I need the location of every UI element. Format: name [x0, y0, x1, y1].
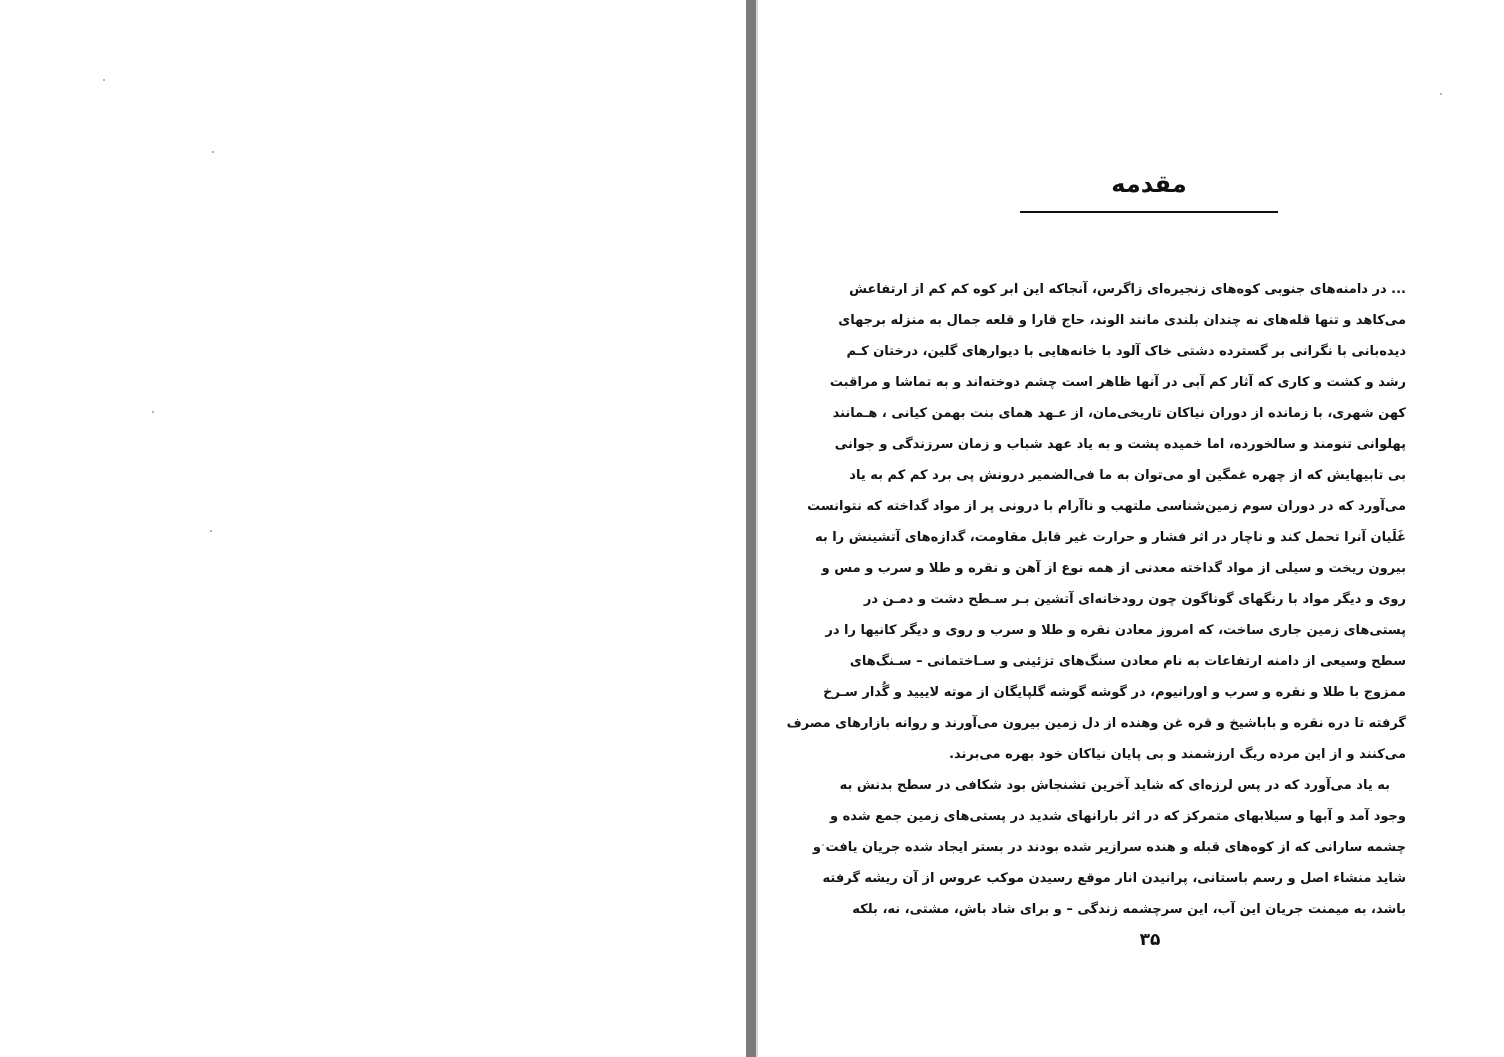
text-line: پستی‌های زمین جاری ساخت، که امروز معادن نقره و طلا و سرب و روی و دیگر کانیها را در: [825, 623, 1406, 638]
text-line: گرفته تا دره نقره و باباشیخ و قره غن وهنده از دل زمین بیرون می‌آورند و روانه بازارهای مصرف: [786, 716, 1406, 731]
page-speck: [1440, 93, 1442, 95]
page-speck: [103, 79, 105, 81]
title-underline: [1020, 211, 1278, 213]
text-line: روی و دیگر مواد با رنگهای گوناگون چون رودخانه‌ای آتشین بـر سـطح دشت و دمـن در: [863, 592, 1406, 607]
text-line: کهن شهری، با زمانده از دوران نیاکان تاریخی‌مان، از عـهد همای بنت بهمن کیانی ، هـمانند: [832, 406, 1406, 421]
text-line: بیرون ریخت و سیلی از مواد گداخته معدنی از همه نوع از آهن و نقره و طلا و سرب و مس و: [821, 561, 1406, 576]
text-line: چشمه سارانی که از کوه‌های قبله و هنده سرازیر شده بودند در بستر ایجاد شده جریان یافت و: [812, 840, 1406, 855]
right-page: [758, 0, 1504, 1057]
text-line: رشد و کشت و کاری که آثار کم آبی در آنها ظاهر است چشم دوخته‌اند و به تماشا و مراقبت: [829, 375, 1406, 390]
text-line: غَلَیان آنرا تحمل کند و ناچار در اثر فشار و حرارت غیر قابل مقاومت، گدازه‌های آتشینش را به: [814, 530, 1406, 545]
page-speck: [210, 530, 212, 532]
text-line: شاید منشاء اصل و رسم باستانی، پرانیدن انار موقع رسیدن موکب عروس از آن ریشه گرفته: [822, 871, 1406, 886]
text-line: دیده‌بانی با نگرانی بر گسترده دشتی خاک آلود با خانه‌هایی با دیوارهای گلین، درختان کـم: [846, 344, 1406, 359]
text-line: وجود آمد و آبها و سیلابهای متمرکز که در اثر بارانهای شدید در پستی‌های زمین جمع شده و: [830, 809, 1406, 824]
book-gutter: [746, 0, 756, 1057]
text-line: پهلوانی تنومند و سالخورده، اما خمیده پشت و به یاد عهد شباب و زمان سرزندگی و جوانی: [834, 437, 1406, 452]
text-line: بی تابیهایش که از چهره غمگین او می‌توان به ما فی‌الضمیر درونش پی برد کم کم به یاد: [849, 468, 1406, 483]
text-line: می‌آورد که در دوران سوم زمین‌شناسی ملتهب و ناآرام با درونی پر از مواد گداخته که نتوانست: [807, 499, 1406, 514]
text-line: سطح وسیعی از دامنه ارتفاعات به نام معادن سنگ‌های تزئینی و سـاختمانی – سـنگ‌های: [849, 654, 1406, 669]
page-speck: [152, 411, 154, 413]
left-page-blank: [0, 0, 746, 1057]
text-line: ... در دامنه‌های جنوبی کوه‌های زنجیره‌ای زاگرس، آنجاکه این ابر کوه کم کم از ارتفاعش: [849, 282, 1406, 297]
page-speck: [212, 151, 214, 153]
text-line-paragraph-start: به یاد می‌آورد که در پس لرزه‌ای که شاید آخرین تشنجاش بود شکافی در سطح بدنش به: [839, 778, 1390, 793]
body-text: [786, 274, 1406, 925]
page-number: ۳۵: [1139, 930, 1161, 950]
text-line: باشد، به میمنت جریان این آب، این سرچشمه زندگی – و برای شاد باش، مشتی، نه، بلکه: [852, 902, 1406, 917]
text-line-paragraph-end: می‌کنند و از این مرده ریگ ارزشمند و بی پایان نیاکان خود بهره می‌برند.: [949, 747, 1406, 762]
chapter-title: مقدمه: [1111, 170, 1187, 198]
text-line: می‌کاهد و تنها قله‌های نه چندان بلندی مانند الوند، حاج قارا و قلعه جمال به منزله برجهای: [838, 313, 1406, 328]
text-line: ممزوج با طلا و نقره و سرب و اورانیوم، در گوشه گوشه گلپایگان از موته لاییید و گُدار سـرخ: [823, 685, 1406, 700]
